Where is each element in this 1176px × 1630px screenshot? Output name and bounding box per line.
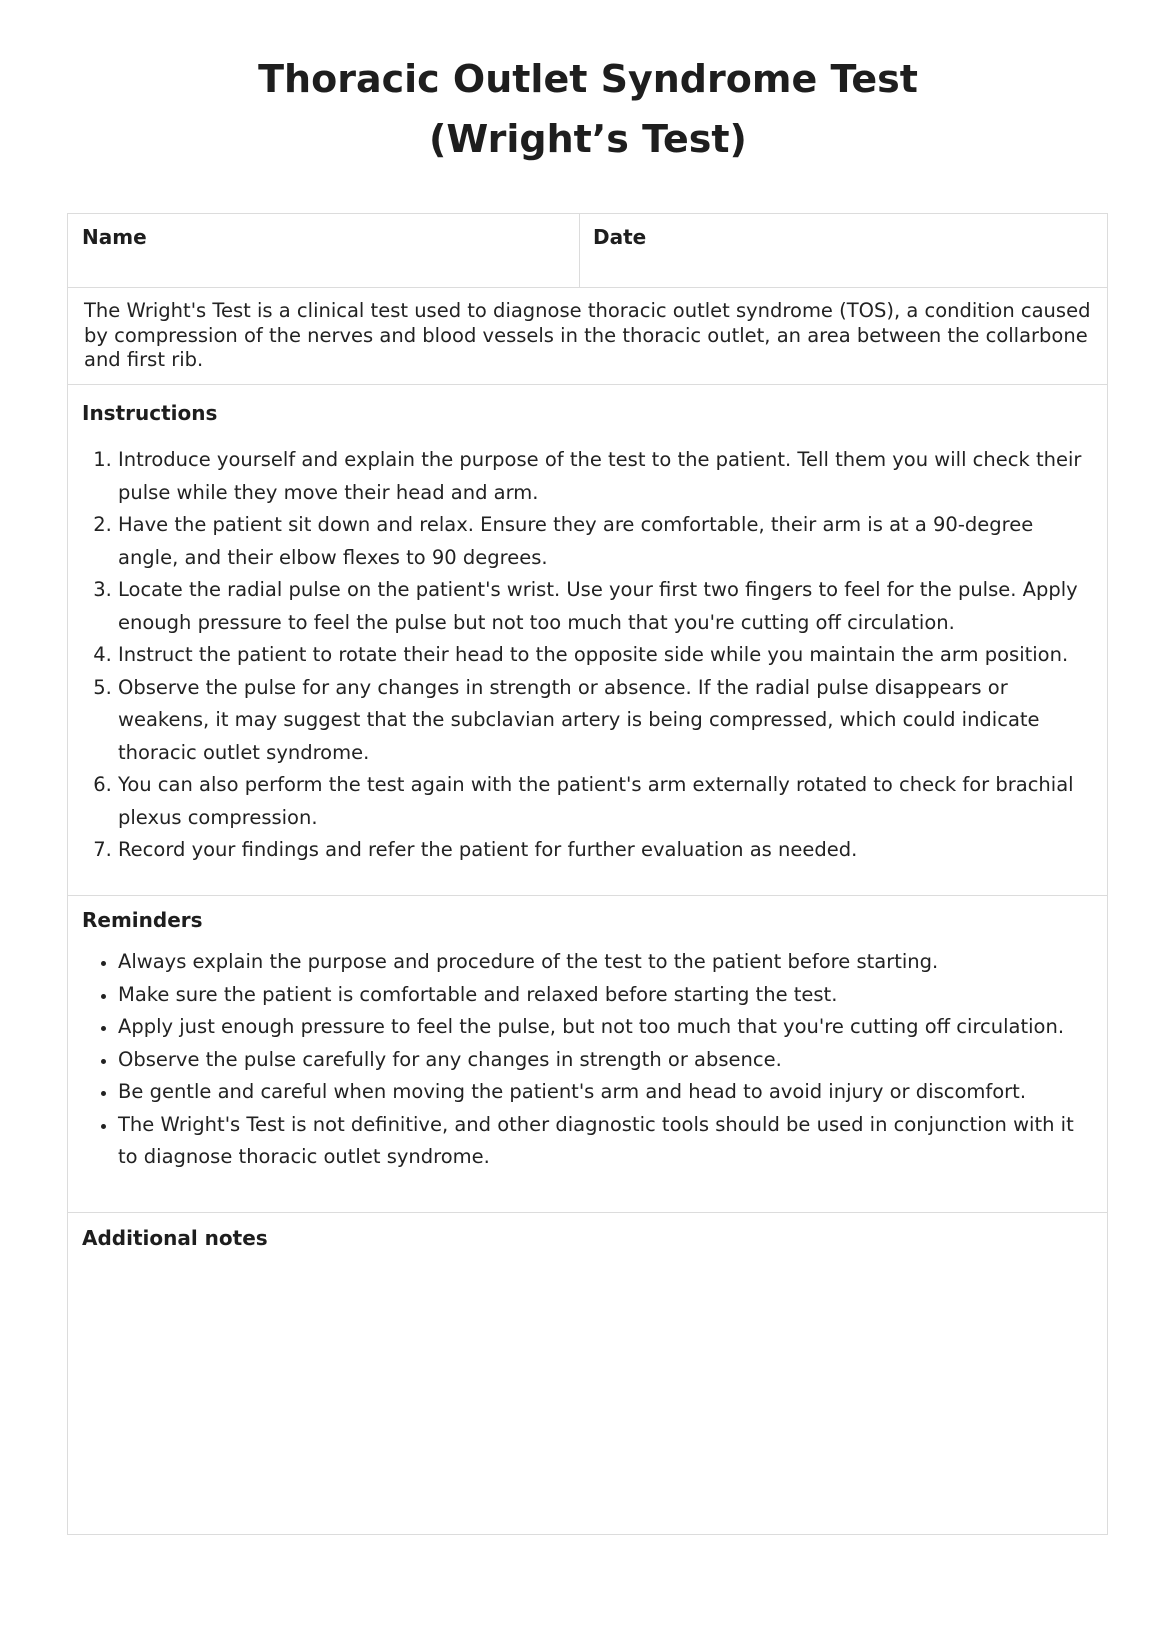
instruction-step: 7. Record your findings and refer the patient for further evaluation as needed. (118, 834, 1091, 867)
reminders-heading: Reminders (82, 908, 203, 932)
reminder-item: • Make sure the patient is comfortable and relaxed before starting the test. (118, 979, 1091, 1012)
instruction-step: 1. Introduce yourself and explain the purpose of the test to the patient. Tell them you will check their pulse while they move their head and arm. (118, 444, 1091, 509)
instruction-step: 5. Observe the pulse for any changes in strength or absence. If the radial pulse disappears or weakens, it may suggest that the subclavian artery is being compressed, which could indicate thoracic outlet syndrome. (118, 672, 1091, 770)
title-line-1: Thoracic Outlet Syndrome Test (258, 57, 918, 101)
intro-text: The Wright's Test is a clinical test used to diagnose thoracic outlet syndrome (TOS), a condition caused by compression of the nerves and blood vessels in the thoracic outlet, an area between the collarbone and first rib. (84, 299, 1091, 371)
reminders-list (68, 946, 1107, 1174)
instruction-step: 6. You can also perform the test again with the patient's arm externally rotated to check for brachial plexus compression. (118, 769, 1091, 834)
additional-notes-heading: Additional notes (82, 1226, 268, 1250)
date-input[interactable] (593, 254, 1083, 280)
instructions-list (68, 444, 1107, 867)
instructions-heading: Instructions (82, 401, 218, 425)
instructions-section (68, 385, 1107, 896)
name-date-row (68, 214, 1107, 288)
reminders-section (68, 896, 1107, 1213)
document-title (0, 50, 1176, 168)
reminder-item: • Apply just enough pressure to feel the pulse, but not too much that you're cutting off circulation. (118, 1011, 1091, 1044)
date-label: Date (593, 225, 647, 249)
additional-notes-input[interactable] (82, 1261, 1093, 1520)
name-cell (68, 214, 580, 287)
instruction-step: 2. Have the patient sit down and relax. Ensure they are comfortable, their arm is at a 90-degree angle, and their elbow flexes to 90 degrees. (118, 509, 1091, 574)
additional-notes-section (68, 1213, 1107, 1534)
instruction-step: 3. Locate the radial pulse on the patient's wrist. Use your first two fingers to feel for the pulse. Apply enough pressure to feel the pulse but not too much that you're cutting off circulation. (118, 574, 1091, 639)
name-input[interactable] (82, 254, 562, 280)
reminder-item: • Observe the pulse carefully for any changes in strength or absence. (118, 1044, 1091, 1077)
reminder-item: • Always explain the purpose and procedure of the test to the patient before starting. (118, 946, 1091, 979)
date-cell (579, 214, 1107, 287)
form-table (67, 213, 1108, 1535)
reminder-item: • The Wright's Test is not definitive, and other diagnostic tools should be used in conjunction with it to diagnose thoracic outlet syndrome. (118, 1109, 1091, 1174)
title-line-2: (Wright’s Test) (429, 117, 747, 161)
name-label: Name (82, 225, 147, 249)
instruction-step: 4. Instruct the patient to rotate their head to the opposite side while you maintain the arm position. (118, 639, 1091, 672)
intro-row (68, 287, 1107, 385)
reminder-item: • Be gentle and careful when moving the patient's arm and head to avoid injury or discomfort. (118, 1076, 1091, 1109)
